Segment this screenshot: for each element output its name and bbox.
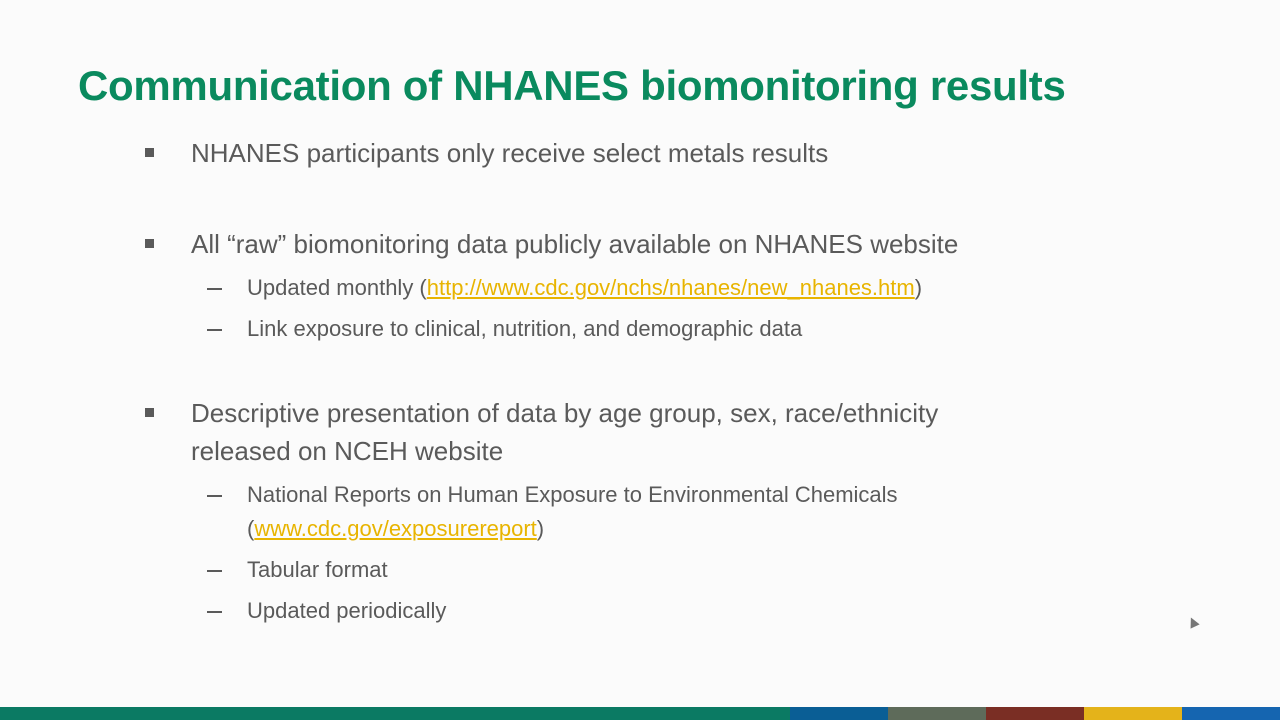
link-open-paren: ( [247, 516, 255, 541]
dash-marker [207, 570, 222, 572]
sub-tabular: Tabular format [247, 557, 388, 582]
footer-bar-segment [1084, 707, 1182, 720]
sub-national-reports-link [247, 512, 1067, 545]
footer-bar-segment [0, 707, 790, 720]
bullet-marker [145, 148, 154, 157]
link-close-paren: ) [536, 516, 545, 541]
mouse-pointer-icon [1186, 615, 1199, 628]
dash-marker [207, 495, 222, 497]
bullet-descriptive-line1: Descriptive presentation of data by age group, sex, race/ethnicity [191, 398, 939, 428]
dash-marker [207, 329, 222, 331]
bullet-raw-data: All “raw” biomonitoring data publicly available on NHANES website [191, 229, 959, 259]
footer-bar-segment [790, 707, 888, 720]
bullet-marker [145, 408, 154, 417]
footer-color-bar [0, 707, 1280, 720]
footer-bar-segment [986, 707, 1084, 720]
bullet-descriptive-line2: released on NCEH website [191, 436, 504, 466]
sub-updated-monthly-suffix: ) [914, 275, 923, 300]
sub-updated-monthly [247, 271, 1067, 304]
dash-marker [207, 288, 222, 290]
sub-updated-monthly-text: Updated monthly ( [247, 275, 427, 300]
bullet-marker [145, 239, 154, 248]
bullet-participants: NHANES participants only receive select metals results [191, 138, 829, 168]
dash-marker [207, 611, 222, 613]
sub-national-reports: National Reports on Human Exposure to Environmental Chemicals [247, 482, 898, 507]
footer-bar-segment [1182, 707, 1280, 720]
sub-link-exposure: Link exposure to clinical, nutrition, and demographic data [247, 316, 803, 341]
footer-bar-segment [888, 707, 986, 720]
sub-updated-periodically: Updated periodically [247, 598, 447, 623]
slide-title: Communication of NHANES biomonitoring results [78, 62, 1066, 109]
nhanes-website-link[interactable]: http://www.cdc.gov/nchs/nhanes/new_nhanes.htm [426, 275, 915, 300]
exposure-report-link[interactable]: www.cdc.gov/exposurereport [254, 516, 537, 541]
